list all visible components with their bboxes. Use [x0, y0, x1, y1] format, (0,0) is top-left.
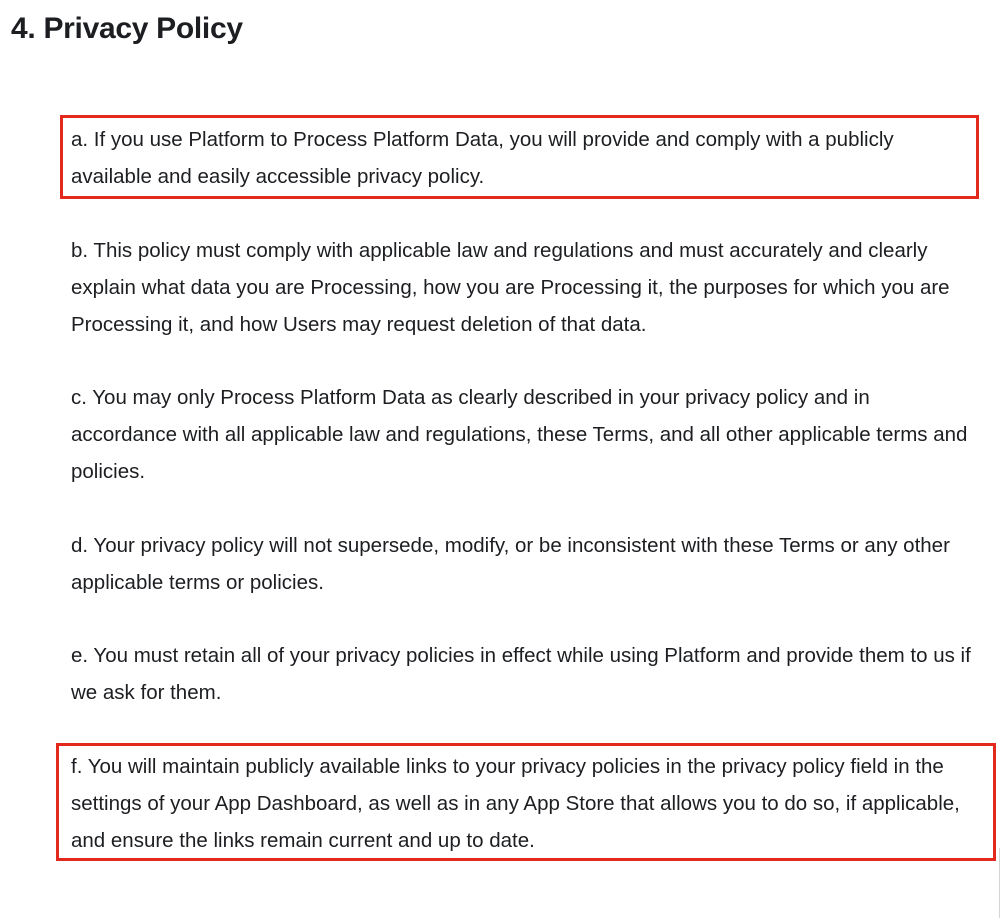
section-heading: 4. Privacy Policy [11, 12, 243, 45]
clause-f: f. You will maintain publicly available links to your privacy policies in the privacy policy field in the settings of your App Dashboard, as well as in any App Store that allows you to do so, if applicable, and ensure the links remain current and up to date. [71, 755, 960, 852]
clause-d: d. Your privacy policy will not supersede, modify, or be inconsistent with these Terms or any other applicable terms or policies. [71, 534, 950, 594]
clause-b: b. This policy must comply with applicable law and regulations and must accurately and clearly explain what data you are Processing, how you are Processing it, the purposes for which you are Processing it, and how Users may request deletion of that data. [71, 239, 950, 336]
clause-e: e. You must retain all of your privacy policies in effect while using Platform and provide them to us if we ask for them. [71, 644, 971, 704]
clause-a: a. If you use Platform to Process Platform Data, you will provide and comply with a publicly available and easily accessible privacy policy. [71, 128, 894, 188]
clause-c: c. You may only Process Platform Data as clearly described in your privacy policy and in accordance with all applicable law and regulations, these Terms, and all other applicable terms and policies. [71, 386, 968, 483]
